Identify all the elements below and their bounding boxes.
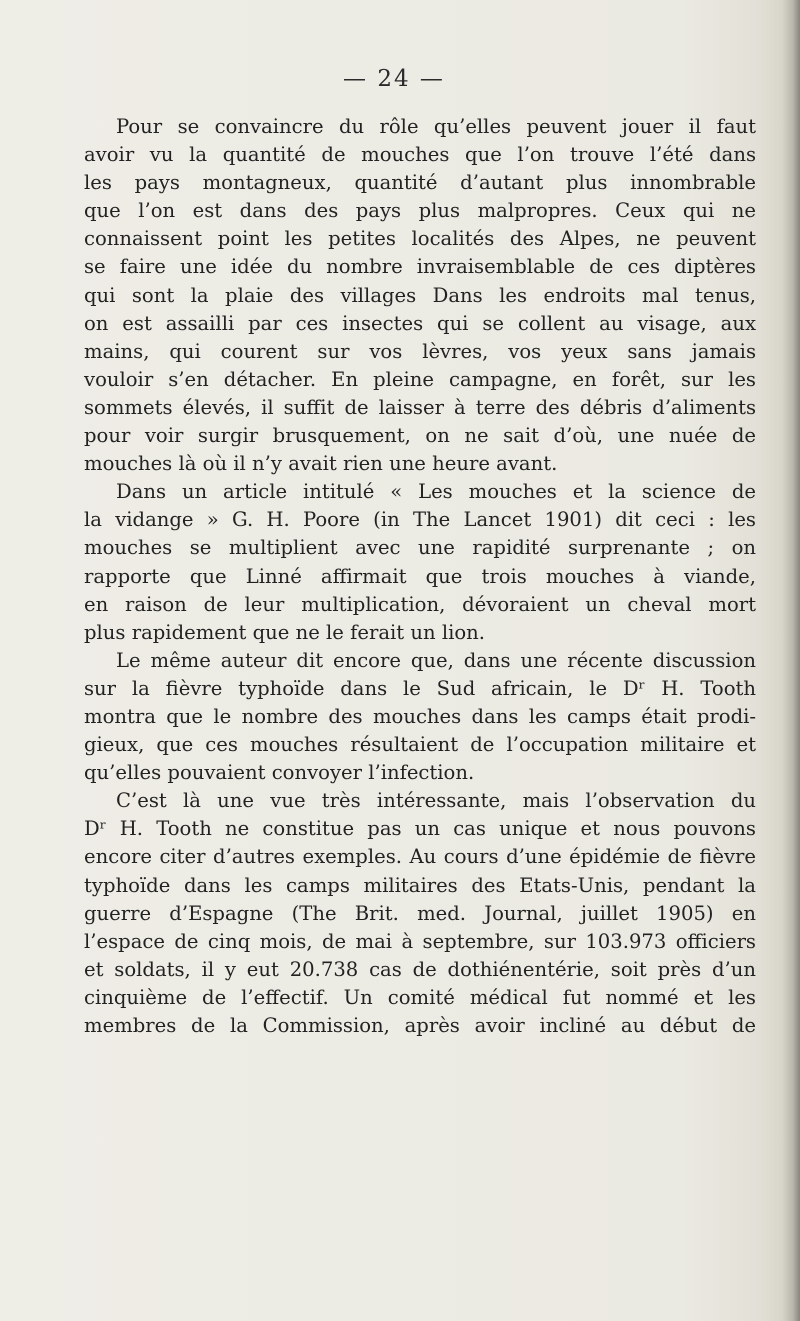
text-line: cinquième de l’effectif. Un comité médical fut nommé et les [84,985,756,1009]
page-edge-shadow [782,0,800,1321]
text-line: qu’elles pouvaient convoyer l’infection. [84,761,475,785]
text-line: connaissent point les petites localités des Alpes, ne peuvent [84,227,756,251]
text-line: mouches se multiplient avec une rapidité surprenante ; on [84,536,756,560]
text-line: la vidange » G. H. Poore (in The Lancet 1901) dit ceci : les [84,508,756,532]
text-line: rapporte que Linné affirmait que trois mouches à viande, [84,564,756,588]
text-line: et soldats, il y eut 20.738 cas de dothiénentérie, soit près d’un [84,957,756,981]
text-line: Le même auteur dit encore que, dans une récente discussion [116,648,756,672]
text-line: membres de la Commission, après avoir incliné au début de [84,1014,756,1037]
text-line: Pour se convaincre du rôle qu’elles peuvent jouer il faut [116,115,756,138]
text-line: sur la fièvre typhoïde dans le Sud africain, le Dʳ H. Tooth [84,676,756,700]
text-line: encore citer d’autres exemples. Au cours d’une épidémie de fièvre [84,845,756,869]
text-line: guerre d’Espagne (The Brit. med. Journal, juillet 1905) en [84,901,756,925]
text-line: pour voir surgir brusquement, on ne sait d’où, une nuée de [84,424,756,448]
text-line: gieux, que ces mouches résultaient de l’occupation militaire et [84,733,756,757]
text-line: sommets élevés, il suffit de laisser à terre des débris d’aliments [84,395,756,419]
text-line: que l’on est dans des pays plus malpropres. Ceux qui ne [84,199,756,223]
text-line: vouloir s’en détacher. En pleine campagne, en forêt, sur les [84,367,756,391]
text-line: en raison de leur multiplication, dévoraient un cheval mort [84,592,756,616]
text-line: les pays montagneux, quantité d’autant plus innombrable [84,171,756,195]
text-line: mains, qui courent sur vos lèvres, vos yeux sans jamais [84,339,756,363]
body-text [84,113,756,1040]
page-number: — 24 — [343,66,445,92]
text-line: C’est là une vue très intéressante, mais l’observation du [116,789,756,813]
text-line: l’espace de cinq mois, de mai à septembre, sur 103.973 officiers [84,929,756,953]
text-line: qui sont la plaie des villages Dans les endroits mal tenus, [84,283,756,307]
text-line: Dans un article intitulé « Les mouches et la science de [116,480,756,504]
text-line: avoir vu la quantité de mouches que l’on trouve l’été dans [84,143,756,167]
text-line: typhoïde dans les camps militaires des Etats-Unis, pendant la [84,873,756,897]
text-line: montra que le nombre des mouches dans les camps était prodi- [84,704,756,728]
text-line: se faire une idée du nombre invraisemblable de ces diptères [84,255,756,279]
text-line: on est assailli par ces insectes qui se collent au visage, aux [84,311,756,335]
text-line: plus rapidement que ne le ferait un lion. [84,620,486,644]
text-line: Dʳ H. Tooth ne constitue pas un cas unique et nous pouvons [84,817,756,841]
text-line: mouches là où il n’y avait rien une heure avant. [84,452,558,476]
